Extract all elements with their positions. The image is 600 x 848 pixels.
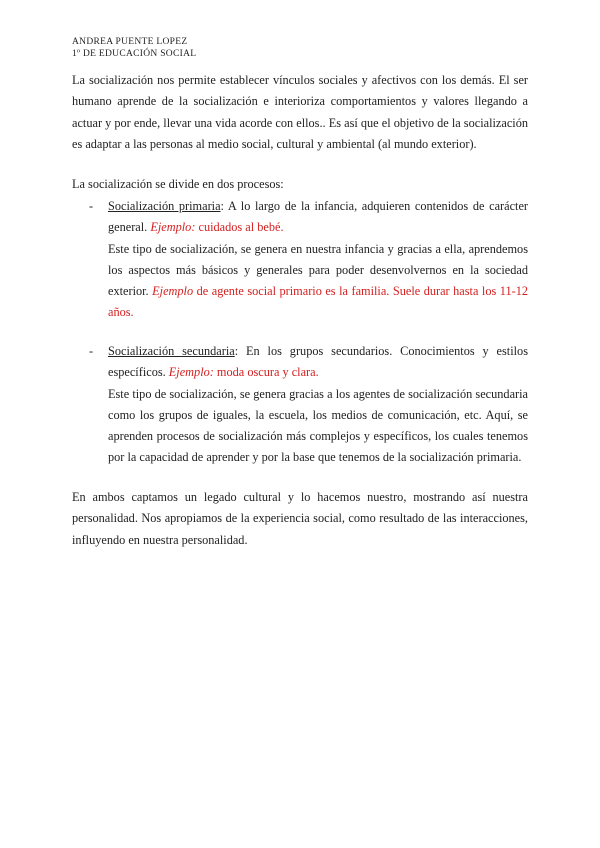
author-name: ANDREA PUENTE LOPEZ [72, 37, 188, 47]
secondary-definition: Socialización secundaria: En los grupos secundarios. Conocimientos y estilos específicos. Ejemplo: moda oscura y clara. [108, 344, 528, 380]
primary-detail-example: Ejemplo de agente social primario es la familia. Suele durar hasta los 11-12 años. [108, 284, 528, 320]
closing-paragraph: En ambos captamos un legado cultural y lo hacemos nuestro, mostrando así nuestra personalidad. Nos apropiamos de la experiencia social, como resultado de las interacciones, influyendo en nuestra personalidad. [72, 490, 528, 547]
document-header [72, 36, 196, 60]
secondary-detail: Este tipo de socialización, se genera gracias a los agentes de socialización secundaria como los grupos de iguales, la escuela, los medios de comunicación, etc. Aquí, se aprenden procesos de socialización más complejos y específicos, los cuales tenemos por la capacidad de aprender y por la base que tenemos de la socialización primaria. [108, 386, 528, 465]
list-bullet: - [89, 344, 94, 358]
list-bullet: - [89, 199, 94, 213]
course-name: 1º DE EDUCACIÓN SOCIAL [72, 49, 197, 59]
primary-example: Ejemplo: cuidados al bebé. [150, 220, 284, 235]
primary-definition: Socialización primaria: A lo largo de la infancia, adquieren contenidos de carácter general. Ejemplo: cuidados al bebé. [108, 199, 529, 235]
list-item-secondary [72, 341, 528, 469]
secondary-term: Socialización secundaria [108, 344, 235, 358]
list-item-primary [72, 196, 528, 324]
secondary-example: Ejemplo: moda oscura y clara. [168, 365, 319, 380]
intro-paragraph: La socialización nos permite establecer vínculos sociales y afectivos con los demás. El ser humano aprende de la socialización e interioriza comportamientos y valores llegando a actuar y por ende, llevar una vida acorde con ellos.. Es así que el objetivo de la socialización es adaptar a las personas al medio social, cultural y ambiental (al mundo exterior). [72, 73, 528, 151]
primary-detail: Este tipo de socialización, se genera en nuestra infancia y gracias a ella, aprendemos los aspectos más básicos y generales para poder desenvolvernos en la sociedad exterior. Ejemplo de agente social primario es la familia. Suele durar hasta los 11-12 años. [108, 241, 528, 320]
primary-term: Socialización primaria [108, 199, 221, 213]
lead-sentence: La socialización se divide en dos procesos: [72, 177, 284, 191]
